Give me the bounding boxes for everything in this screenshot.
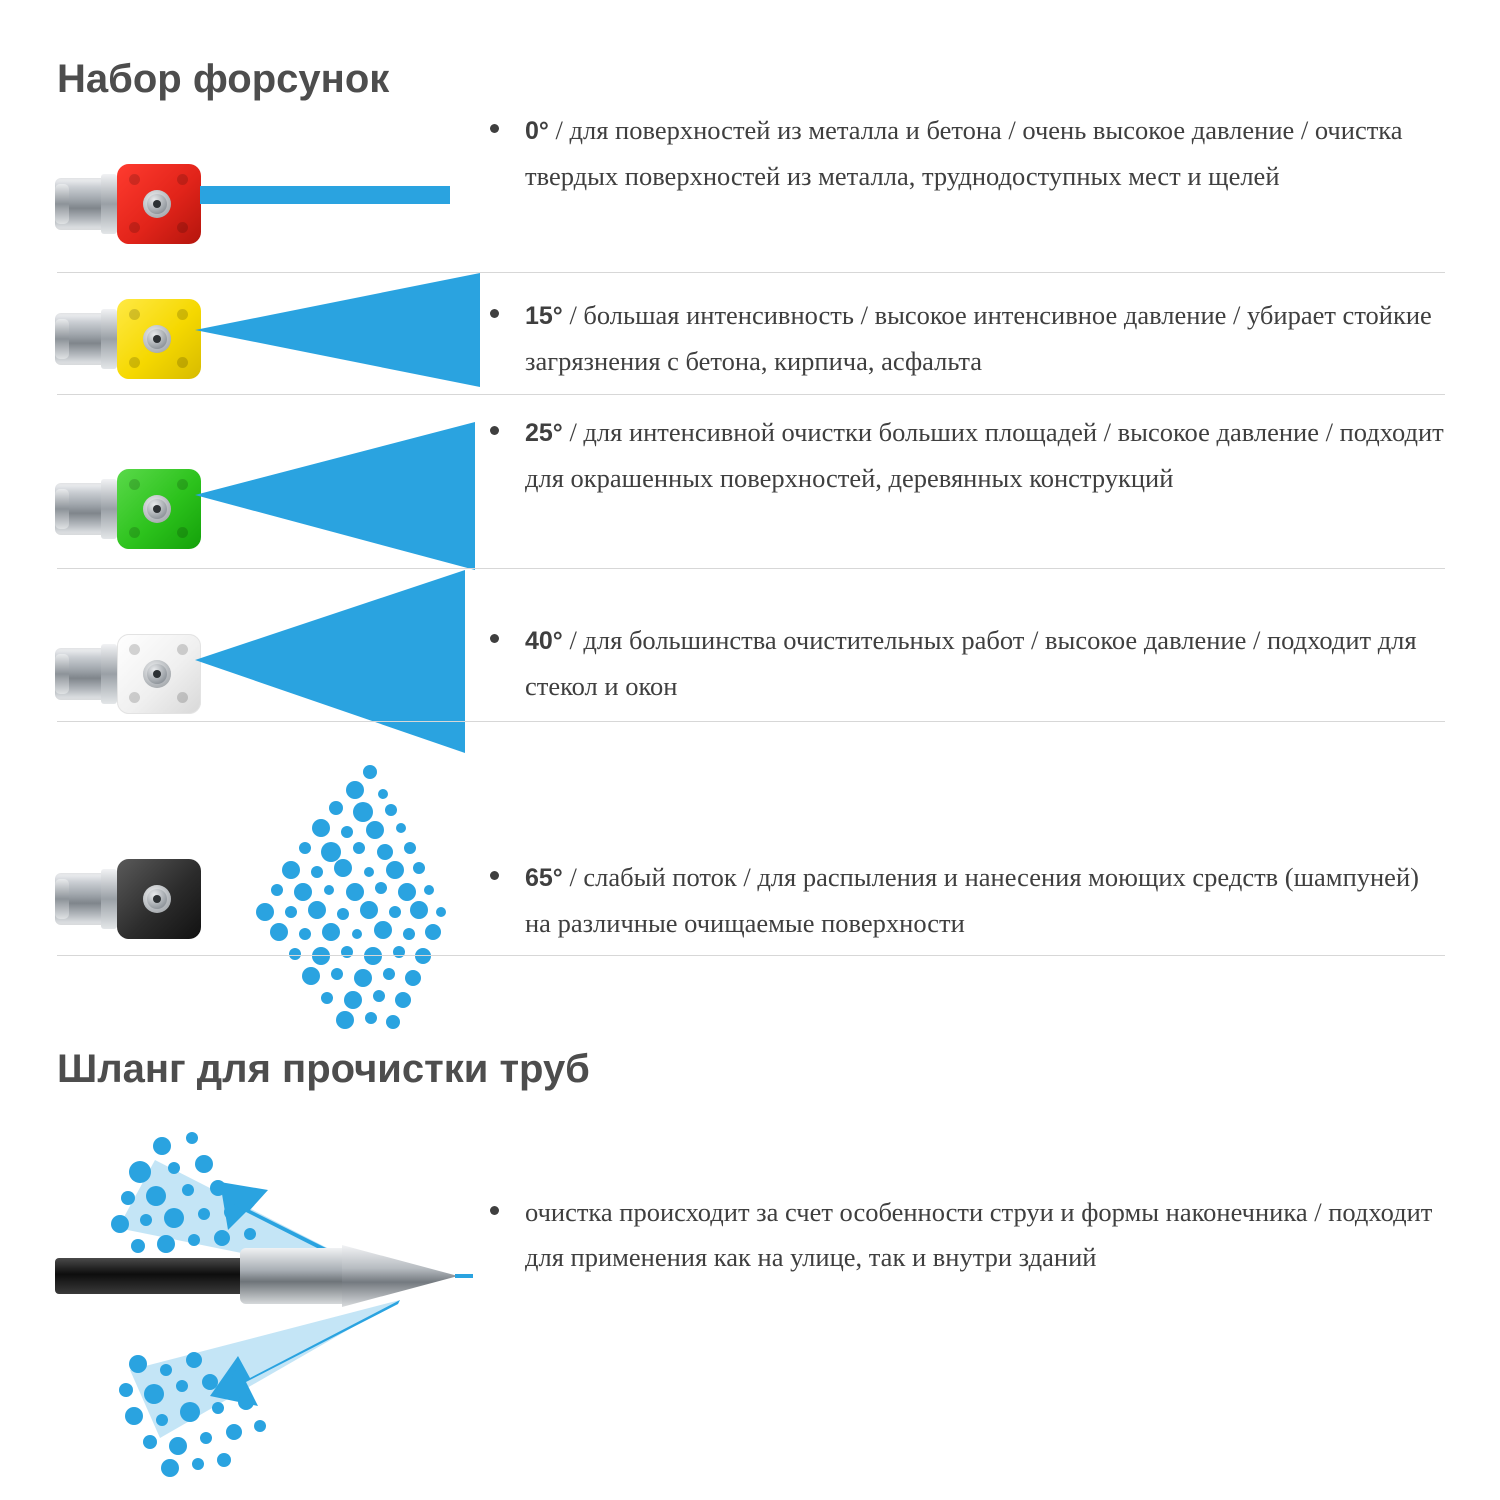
nozzle-angle-label: 65°	[525, 864, 563, 892]
cap-hole-icon	[177, 174, 188, 185]
cap-hole-icon	[177, 309, 188, 320]
nozzle-orifice-icon	[143, 190, 171, 218]
nozzle-orifice-icon	[143, 885, 171, 913]
cap-hole-icon	[129, 644, 140, 655]
bullet-icon	[490, 426, 499, 435]
cap-hole-icon	[129, 692, 140, 703]
nozzle-description: / для интенсивной очистки больших площадей / высокое давление / подходит для окрашенных поверхностей, деревянных конструкций	[525, 417, 1444, 493]
bullet-icon	[490, 634, 499, 643]
nozzle-angle-label: 25°	[525, 419, 563, 447]
cap-hole-icon	[129, 222, 140, 233]
cap-hole-icon	[177, 527, 188, 538]
cap-hole-icon	[129, 174, 140, 185]
bullet-icon	[490, 1206, 499, 1215]
nozzle-angle-label: 15°	[525, 302, 563, 330]
hose-description: очистка происходит за счет особенности струи и формы наконечника / подходит для применения как на улице, так и внутри зданий	[525, 1197, 1433, 1272]
nozzle-description: / большая интенсивность / высокое интенсивное давление / убирает стойкие загрязнения с бетона, кирпича, асфальта	[525, 300, 1432, 376]
nozzle-orifice-icon	[143, 660, 171, 688]
bullet-icon	[490, 309, 499, 318]
spray-pattern-65deg-droplets	[205, 760, 495, 1050]
hose-center-line-icon	[455, 1274, 473, 1278]
nozzle-description: / для большинства очистительных работ / высокое давление / подходит для стекол и окон	[525, 625, 1417, 701]
cap-hole-icon	[129, 309, 140, 320]
nozzle-row-25deg-text	[490, 410, 1450, 501]
cap-hole-icon	[177, 644, 188, 655]
cap-hole-icon	[177, 222, 188, 233]
nozzle-angle-label: 40°	[525, 627, 563, 655]
page-title-nozzle-set: Набор форсунок	[57, 57, 390, 101]
page-title-pipe-hose: Шланг для прочистки труб	[57, 1047, 590, 1091]
hose-body-icon	[55, 1258, 255, 1294]
nozzle-row-0deg-text	[490, 108, 1450, 199]
spray-pattern-15deg	[195, 265, 485, 395]
hose-nozzle-tip-icon	[340, 1241, 470, 1311]
spray-pattern-0deg	[200, 186, 450, 204]
nozzle-cap-red-icon	[117, 164, 201, 244]
nozzle-angle-label: 0°	[525, 117, 549, 145]
nozzle-row-40deg-text	[490, 618, 1450, 709]
cap-hole-icon	[177, 479, 188, 490]
cap-hole-icon	[129, 357, 140, 368]
row-divider	[57, 394, 1445, 395]
nozzle-description: / слабый поток / для распыления и нанесения моющих средств (шампуней) на различные очищаемые поверхности	[525, 862, 1419, 938]
nozzle-cap-white-icon	[117, 634, 201, 714]
nozzle-cap-green-icon	[117, 469, 201, 549]
nozzle-cap-yellow-icon	[117, 299, 201, 379]
cap-hole-icon	[177, 692, 188, 703]
nozzle-cap-black-icon	[117, 859, 201, 939]
hose-row-text	[490, 1190, 1450, 1280]
hose-collar-icon	[240, 1248, 350, 1304]
nozzle-graphic-0deg	[55, 150, 235, 260]
nozzle-row-15deg-text	[490, 293, 1450, 384]
cap-hole-icon	[177, 357, 188, 368]
row-divider	[57, 721, 1445, 722]
bullet-icon	[490, 871, 499, 880]
nozzle-orifice-icon	[143, 495, 171, 523]
bullet-icon	[490, 124, 499, 133]
cap-hole-icon	[129, 479, 140, 490]
cap-hole-icon	[129, 527, 140, 538]
row-divider	[57, 955, 1445, 956]
nozzle-orifice-icon	[143, 325, 171, 353]
nozzle-description: / для поверхностей из металла и бетона / очень высокое давление / очистка твердых поверхностей из металла, труднодоступных мест и щелей	[525, 115, 1403, 191]
nozzle-row-65deg-text	[490, 855, 1450, 946]
spray-pattern-40deg	[195, 545, 485, 785]
